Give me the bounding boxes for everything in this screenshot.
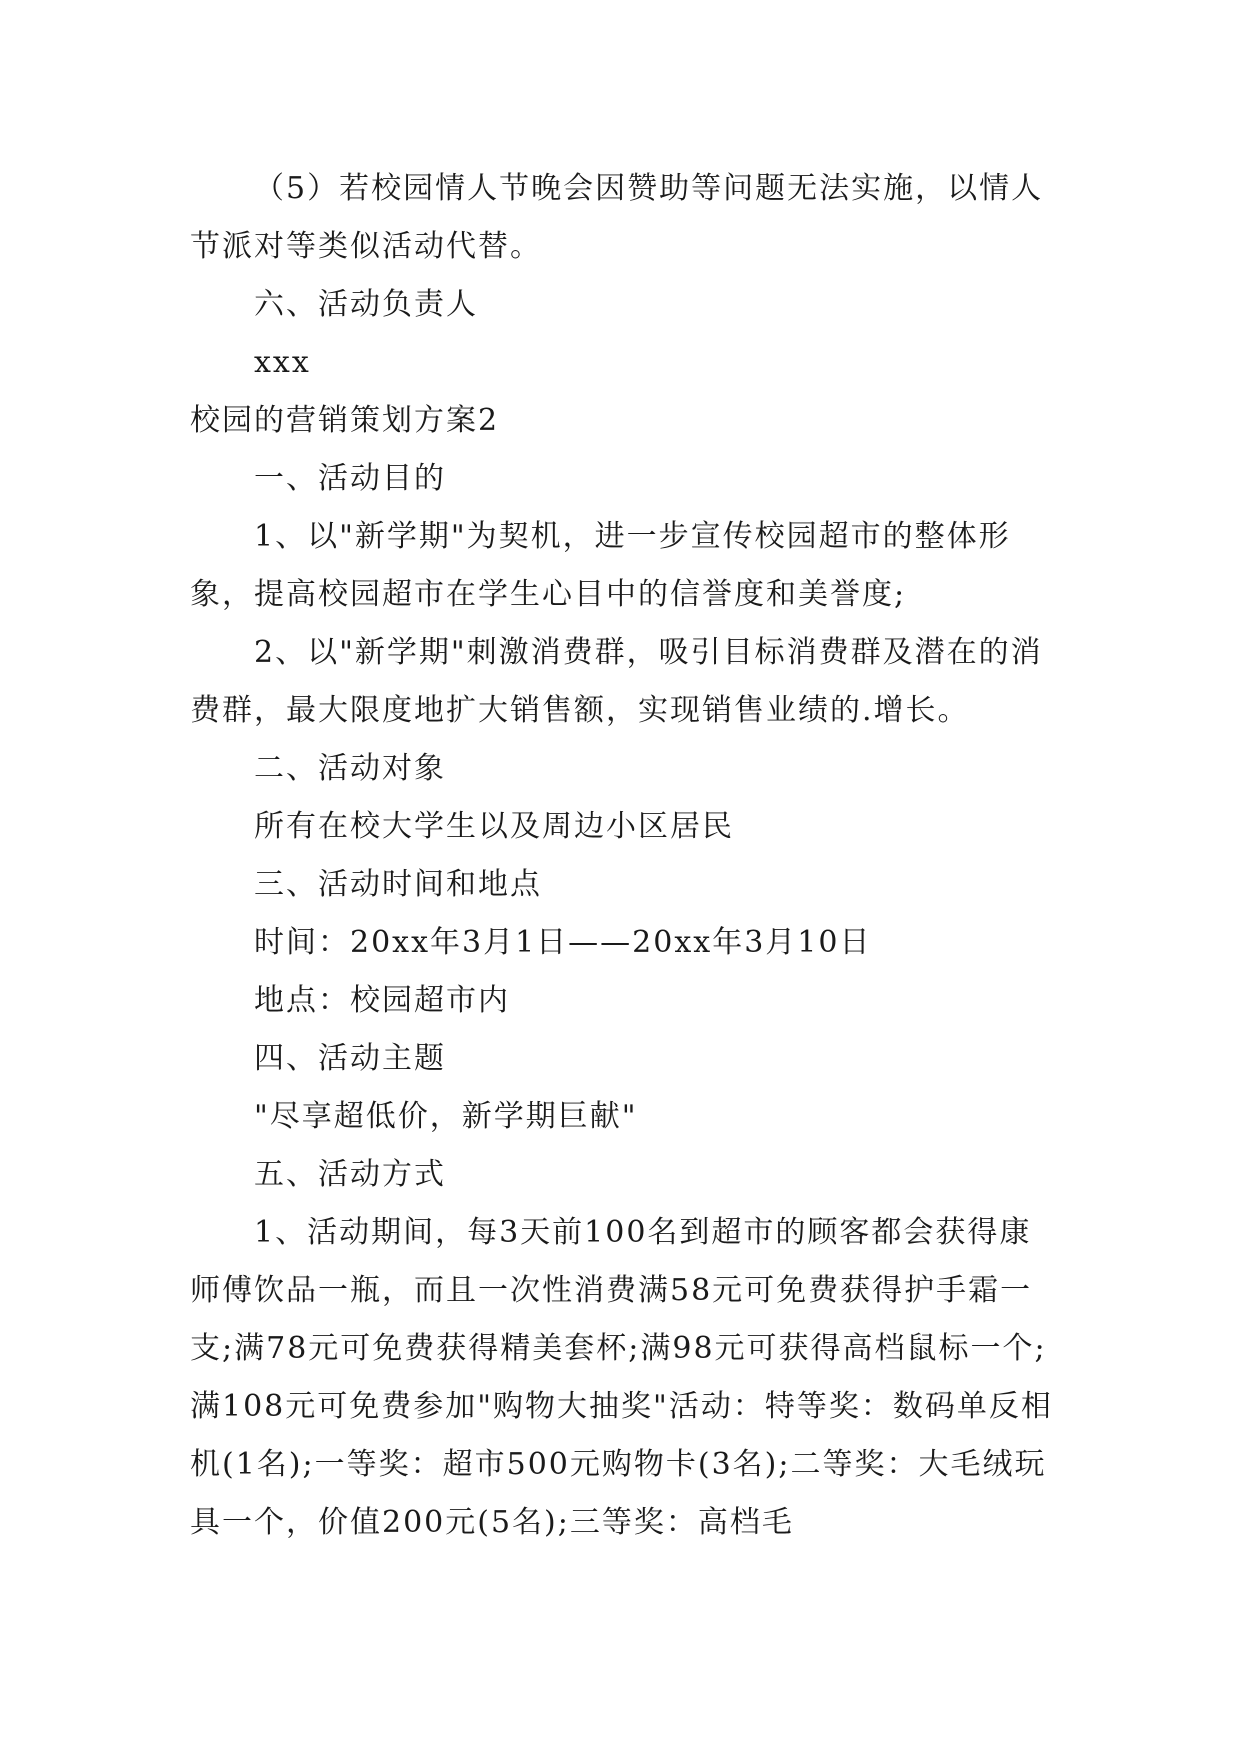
heading-activity-purpose: 一、活动目的 (254, 461, 446, 496)
heading-activity-method: 五、活动方式 (254, 1157, 446, 1192)
heading-activity-target: 二、活动对象 (254, 751, 446, 786)
paragraph-theme: "尽享超低价，新学期巨献" (254, 1099, 638, 1134)
heading-activity-leader: 六、活动负责人 (254, 287, 478, 322)
paragraph-target: 所有在校大学生以及周边小区居民 (254, 809, 734, 844)
paragraph-place: 地点：校园超市内 (254, 983, 510, 1018)
paragraph-purpose-2: 2、以"新学期"刺激消费群，吸引目标消费群及潜在的消费群，最大限度地扩大销售额，实现销售业绩的.增长。 (190, 635, 1043, 728)
section-title-plan-2: 校园的营销策划方案2 (190, 403, 500, 438)
heading-time-place: 三、活动时间和地点 (254, 867, 542, 902)
leader-name: xxx (254, 345, 311, 380)
document-body (190, 160, 1056, 1552)
paragraph-purpose-1: 1、以"新学期"为契机，进一步宣传校园超市的整体形象，提高校园超市在学生心目中的信誉度和美誉度; (190, 519, 1011, 612)
paragraph-time: 时间：20xx年3月1日——20xx年3月10日 (254, 925, 872, 960)
paragraph-method-1: 1、活动期间，每3天前100名到超市的顾客都会获得康师傅饮品一瓶，而且一次性消费满58元可免费获得护手霜一支;满78元可免费获得精美套杯;满98元可获得高档鼠标一个;满108元可免费参加"购物大抽奖"活动：特等奖：数码单反相机(1名);一等奖：超市500元购物卡(3名);二等奖：大毛绒玩具一个，价值200元(5名);三等奖：高档毛 (190, 1215, 1053, 1540)
heading-theme: 四、活动主题 (254, 1041, 446, 1076)
paragraph-valentine-fallback: （5）若校园情人节晚会因赞助等问题无法实施，以情人节派对等类似活动代替。 (190, 171, 1044, 264)
